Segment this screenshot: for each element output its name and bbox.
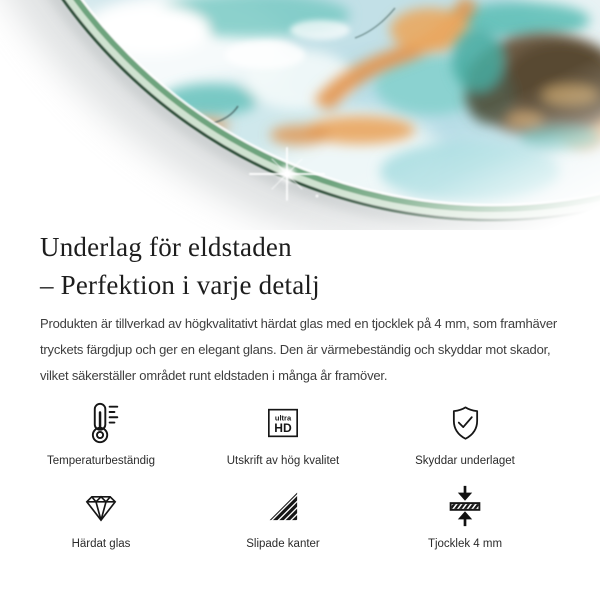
glass-panel-photo	[0, 0, 600, 230]
ultra-hd-icon	[263, 403, 303, 443]
hero-image	[0, 0, 600, 230]
feature-protects-surface	[374, 396, 556, 467]
feature-tempered-glass	[10, 479, 192, 550]
feature-thickness	[374, 479, 556, 550]
feature-label: Härdat glas	[71, 538, 131, 550]
shield-check-icon	[444, 402, 487, 445]
feature-label: Skyddar underlaget	[415, 455, 515, 467]
feature-label: Slipade kanter	[246, 538, 320, 550]
ultra-hd-icon-text-top: ultra	[274, 413, 292, 423]
ultra-hd-icon-text-bottom: HD	[274, 421, 292, 436]
white-fade-overlay	[0, 0, 600, 230]
feature-temperature	[10, 396, 192, 467]
page-title-line2: – Perfektion i varje detalj	[40, 270, 320, 300]
feature-label: Tjocklek 4 mm	[427, 538, 503, 550]
product-description-text	[40, 311, 557, 389]
thermometer-icon	[78, 400, 124, 446]
beveled-edges-icon	[264, 487, 302, 525]
diamond-icon	[81, 486, 121, 526]
feature-print-quality	[192, 396, 374, 467]
description-line: Produkten är tillverkad av högkvalitativt härdat glas med en tjocklek på 4 mm, som framhäver	[40, 316, 558, 331]
page-title	[40, 228, 320, 304]
feature-polished-edges	[192, 479, 374, 550]
page-title-line1: Underlag för eldstaden	[40, 232, 292, 262]
feature-grid	[10, 396, 556, 550]
feature-label: Utskrift av hög kvalitet	[226, 455, 340, 467]
feature-label: Temperaturbeständig	[46, 455, 156, 467]
description-line: tryckets färgdjup och ger en elegant glans. Den är värmebeständig och skyddar mot skador,	[40, 342, 551, 357]
description-line: vilket säkerställer området runt eldstaden i många år framöver.	[40, 368, 388, 383]
thickness-compress-icon	[442, 483, 488, 529]
